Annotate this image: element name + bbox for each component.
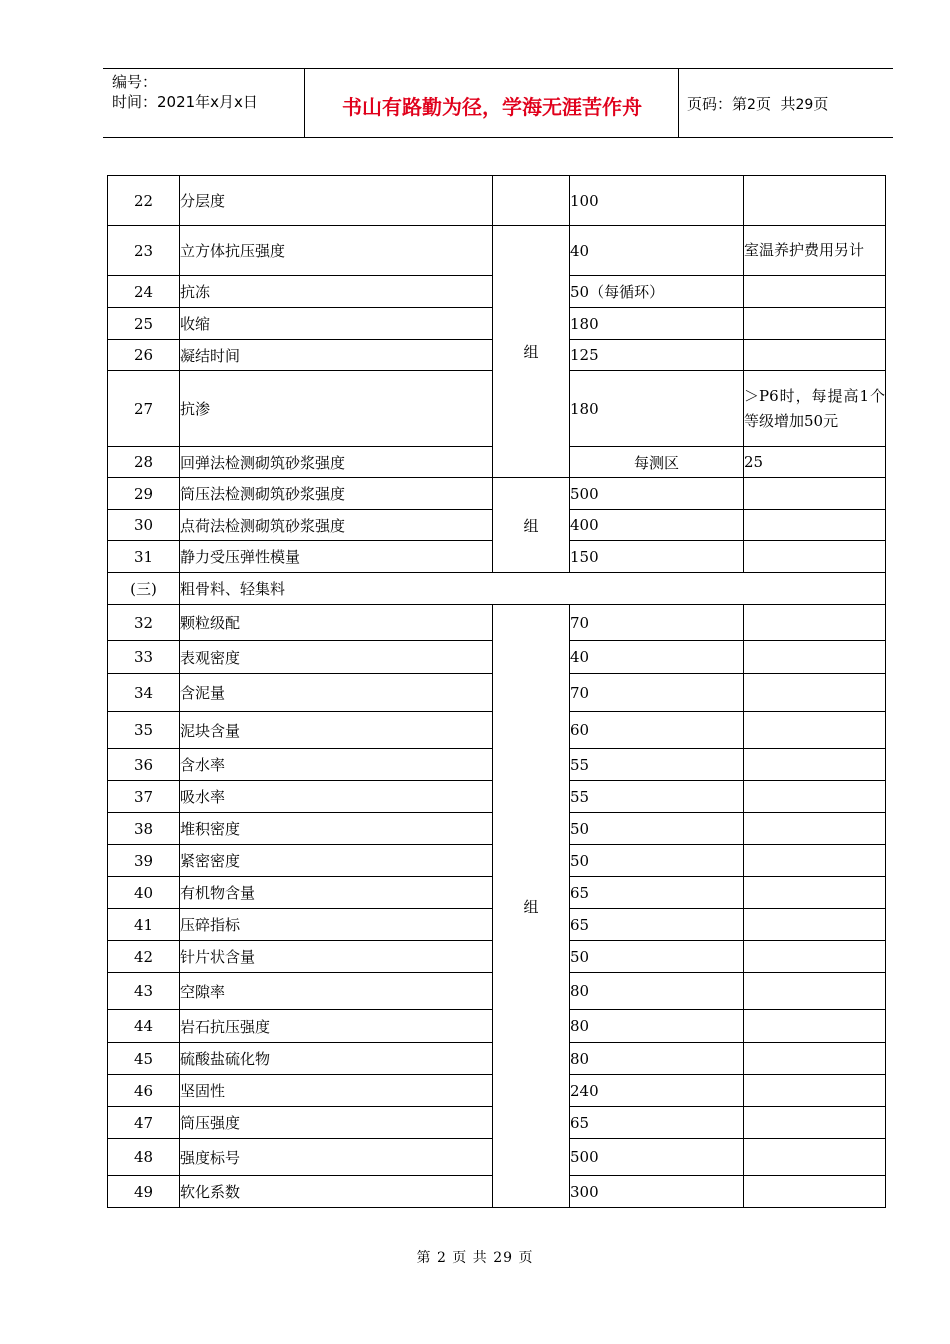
note-cell [744, 1139, 886, 1176]
note-cell [744, 1107, 886, 1139]
item-name: 抗渗 [180, 371, 493, 447]
note-cell [744, 973, 886, 1010]
item-name: 回弹法检测砌筑砂浆强度 [180, 447, 493, 478]
page-footer: 第 2 页 共 29 页 [416, 1250, 534, 1266]
page-label-2: 页 共 [755, 95, 796, 113]
row-number: 44 [108, 1010, 180, 1043]
item-name: 针片状含量 [180, 941, 493, 973]
price-cell: 150 [570, 541, 744, 573]
item-name: 压碎指标 [180, 909, 493, 941]
price-cell: 55 [570, 749, 744, 781]
price-cell: 60 [570, 712, 744, 749]
row-number: 41 [108, 909, 180, 941]
page-header [103, 68, 893, 138]
note-cell [744, 276, 886, 308]
header-page-info [687, 93, 828, 114]
row-number: 40 [108, 877, 180, 909]
row-number: 37 [108, 781, 180, 813]
row-number: 24 [108, 276, 180, 308]
row-number: 28 [108, 447, 180, 478]
note-cell [744, 877, 886, 909]
row-number: 35 [108, 712, 180, 749]
row-number: 27 [108, 371, 180, 447]
note-cell [744, 176, 886, 226]
price-cell: 300 [570, 1176, 744, 1208]
item-name: 筒压强度 [180, 1107, 493, 1139]
price-cell: 500 [570, 478, 744, 510]
row-number: 26 [108, 340, 180, 371]
price-cell: 80 [570, 973, 744, 1010]
item-name: 岩石抗压强度 [180, 1010, 493, 1043]
item-name: 点荷法检测砌筑砂浆强度 [180, 510, 493, 541]
price-cell: 180 [570, 308, 744, 340]
price-cell: 100 [570, 176, 744, 226]
row-number: 38 [108, 813, 180, 845]
note-cell [744, 605, 886, 641]
number-label: 编号： [112, 73, 158, 91]
item-name: 坚固性 [180, 1075, 493, 1107]
row-number: 29 [108, 478, 180, 510]
row-number: 39 [108, 845, 180, 877]
item-name: 筒压法检测砌筑砂浆强度 [180, 478, 493, 510]
row-number: 33 [108, 641, 180, 674]
fee-table-body [108, 176, 886, 1208]
row-number: 42 [108, 941, 180, 973]
row-number: (三) [108, 573, 180, 605]
item-name: 空隙率 [180, 973, 493, 1010]
row-number: 47 [108, 1107, 180, 1139]
note-cell [744, 510, 886, 541]
table-row [108, 176, 886, 226]
page-label-3: 页 [813, 95, 829, 113]
header-meta [112, 72, 258, 112]
row-number: 45 [108, 1043, 180, 1075]
row-number: 43 [108, 973, 180, 1010]
unit-cell [493, 176, 570, 226]
item-name: 表观密度 [180, 641, 493, 674]
item-name: 立方体抗压强度 [180, 226, 493, 276]
row-number: 30 [108, 510, 180, 541]
section-row [108, 573, 886, 605]
note-cell [744, 781, 886, 813]
unit-cell: 每测区 [570, 447, 744, 478]
fee-table [107, 175, 886, 1208]
item-name: 强度标号 [180, 1139, 493, 1176]
row-number: 25 [108, 308, 180, 340]
unit-cell: 组 [493, 605, 570, 1208]
row-number: 31 [108, 541, 180, 573]
price-cell: 40 [570, 641, 744, 674]
header-motto: 书山有路勤为径，学海无涯苦作舟 [342, 95, 642, 119]
price-cell: 80 [570, 1010, 744, 1043]
note-cell [744, 941, 886, 973]
item-name: 颗粒级配 [180, 605, 493, 641]
price-cell: 80 [570, 1043, 744, 1075]
note-cell [744, 1043, 886, 1075]
table-row [108, 478, 886, 510]
price-cell: 125 [570, 340, 744, 371]
price-cell: 40 [570, 226, 744, 276]
price-cell: 180 [570, 371, 744, 447]
note-cell [744, 845, 886, 877]
table-row [108, 226, 886, 276]
price-cell: 65 [570, 1107, 744, 1139]
note-cell [744, 308, 886, 340]
price-cell: 65 [570, 909, 744, 941]
item-name: 泥块含量 [180, 712, 493, 749]
header-divider [678, 69, 679, 137]
price-cell: 400 [570, 510, 744, 541]
item-name: 吸水率 [180, 781, 493, 813]
row-number: 48 [108, 1139, 180, 1176]
item-name: 软化系数 [180, 1176, 493, 1208]
note-cell: 室温养护费用另计 [744, 226, 886, 276]
item-name: 含泥量 [180, 674, 493, 712]
row-number: 23 [108, 226, 180, 276]
price-cell: 50 [570, 845, 744, 877]
row-number: 34 [108, 674, 180, 712]
date-label: 时间：2021年x月x日 [112, 93, 258, 111]
price-cell: 55 [570, 781, 744, 813]
note-cell [744, 641, 886, 674]
price-cell: 25 [744, 447, 886, 478]
price-cell: 65 [570, 877, 744, 909]
note-cell [744, 541, 886, 573]
note-cell [744, 909, 886, 941]
price-cell: 70 [570, 674, 744, 712]
row-number: 49 [108, 1176, 180, 1208]
item-name: 抗冻 [180, 276, 493, 308]
item-name: 分层度 [180, 176, 493, 226]
note-cell [744, 1176, 886, 1208]
row-number: 46 [108, 1075, 180, 1107]
item-name: 静力受压弹性模量 [180, 541, 493, 573]
note-cell [744, 749, 886, 781]
unit-cell: 组 [493, 478, 570, 573]
note-cell [744, 674, 886, 712]
note-cell: ＞P6时，每提高1个等级增加50元 [744, 371, 886, 447]
price-cell: 50（每循环） [570, 276, 744, 308]
price-cell: 50 [570, 941, 744, 973]
note-cell [744, 1010, 886, 1043]
page-total: 29 [795, 97, 814, 113]
note-cell [744, 340, 886, 371]
price-cell: 500 [570, 1139, 744, 1176]
page-label-1: 页码：第 [687, 95, 748, 113]
price-cell: 70 [570, 605, 744, 641]
unit-cell: 组 [493, 226, 570, 478]
table-row [108, 605, 886, 641]
note-cell [744, 478, 886, 510]
item-name: 收缩 [180, 308, 493, 340]
item-name: 凝结时间 [180, 340, 493, 371]
item-name: 含水率 [180, 749, 493, 781]
item-name: 有机物含量 [180, 877, 493, 909]
note-cell [744, 1075, 886, 1107]
item-name: 堆积密度 [180, 813, 493, 845]
item-name: 紧密密度 [180, 845, 493, 877]
row-number: 22 [108, 176, 180, 226]
row-number: 36 [108, 749, 180, 781]
note-cell [744, 712, 886, 749]
price-cell: 50 [570, 813, 744, 845]
section-title: 粗骨料、轻集料 [180, 573, 886, 605]
note-cell [744, 813, 886, 845]
row-number: 32 [108, 605, 180, 641]
price-cell: 240 [570, 1075, 744, 1107]
item-name: 硫酸盐硫化物 [180, 1043, 493, 1075]
page-current: 2 [747, 97, 756, 113]
